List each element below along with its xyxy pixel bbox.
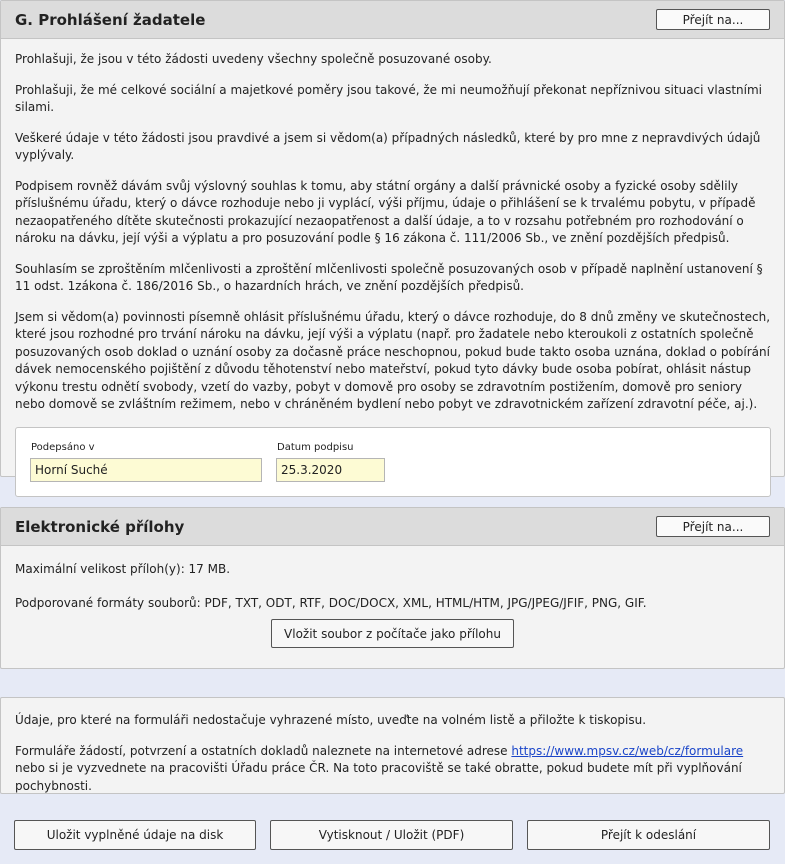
forms-link[interactable]: https://www.mpsv.cz/web/cz/formulare — [511, 743, 744, 758]
signature-date-label: Datum podpisu — [277, 441, 354, 453]
declaration-paragraph: Jsem si vědom(a) povinnosti písemně ohlásit příslušnému úřadu, který o dávce rozhoduje, do 8 dnů změny ve skutečnostech, které jsou rozhodné pro trvání nároku na dávku, její výši a výplatu (např. pro žadatele nebo kteroukoli z ostatních společně posuzovaných osob doklad o uznání osoby za dočasně práce neschopnou, pokud bude takto osoba uznána, doklad o pobírání dávek nemocenského pojištění z důvodu těhotenství nebo mateřství, pokud tyto dávky bude osoba pobírat, ohlásit nástup výkonu trestu odnětí svobody, vzetí do vazby, pobyt v domově pro osoby se zdravotním postižením, domově pro seniory nebo domově se zvláštním režimem, nebo v chráněném bydlení nebo pobyt ve zdravotnickém zařízení zdravotní péče, aj.). — [15, 309, 771, 411]
forms-info-after: nebo si je vyzvednete na pracovišti Úřadu práce ČR. Na toto pracoviště se také obratte, pokud budete mít při vyplňování pochybnosti. — [15, 761, 742, 793]
declaration-paragraph: Veškeré údaje v této žádosti jsou pravdivé a jsem si vědom(a) případných následků, které by pro mne z nepravdivých údajů vyplývaly. — [15, 130, 761, 162]
declaration-paragraph: Souhlasím se zproštěním mlčenlivosti a zproštění mlčenlivosti společně posuzovaných osob v případě naplnění ustanovení § 11 odst. 1zákona č. 186/2016 Sb., o hazardních hrách, ve znění pozdějších předpisů. — [15, 261, 763, 293]
print-pdf-button[interactable]: Vytisknout / Uložit (PDF) — [270, 820, 513, 850]
declaration-paragraph: Podpisem rovněž dávám svůj výslovný souhlas k tomu, aby státní orgány a další právnické osoby a fyzické osoby sdělily příslušnému úřadu, který o dávce rozhoduje nebo ji vyplácí, výši příjmu, údaje o přihlášení se k trvalému pobytu, v případě nezaopatřeného dítěte skutečnosti prokazující nezaopatřenost a další údaje, a to v rozsahu potřebném pro rozhodování o nároku na dávku, její výši a výplatu a pro posuzování podle § 16 zákona č. 111/2006 Sb., ve znění pozdějších předpisů. — [15, 178, 756, 245]
signature-box — [15, 427, 771, 497]
save-to-disk-button[interactable]: Uložit vyplněné údaje na disk — [14, 820, 256, 850]
signed-in-label: Podepsáno v — [31, 441, 95, 453]
declaration-title: G. Prohlášení žadatele — [15, 11, 206, 29]
info-body — [1, 698, 784, 820]
declaration-paragraph: Prohlašuji, že jsou v této žádosti uvedeny všechny společně posuzované osoby. — [15, 52, 492, 66]
upload-file-button[interactable]: Vložit soubor z počítače jako přílohu — [271, 619, 514, 648]
attachments-panel — [0, 507, 785, 669]
declaration-body — [1, 39, 784, 509]
declaration-header — [1, 1, 784, 39]
go-to-submit-button[interactable]: Přejít k odeslání — [527, 820, 770, 850]
info-text: Údaje, pro které na formuláři nedostačuje vyhrazené místo, uveďte na volném listě a přiložte k tiskopisu. — [15, 713, 647, 727]
signature-date-input[interactable] — [276, 458, 385, 482]
attachments-goto-button[interactable]: Přejít na... — [656, 516, 770, 537]
supported-formats-text: Podporované formáty souborů: PDF, TXT, ODT, RTF, DOC/DOCX, XML, HTML/HTM, JPG/JPEG/JFIF, PNG, GIF. — [15, 595, 647, 610]
declaration-goto-button[interactable]: Přejít na... — [656, 9, 770, 30]
forms-info-text — [15, 743, 770, 796]
max-size-text: Maximální velikost příloh(y): 17 MB. — [15, 562, 231, 576]
attachments-header — [1, 508, 784, 546]
forms-info-before: Formuláře žádostí, potvrzení a ostatních dokladů naleznete na internetové adrese — [15, 743, 512, 758]
signed-in-input[interactable] — [30, 458, 262, 482]
attachments-title: Elektronické přílohy — [15, 518, 185, 536]
declaration-paragraph: Prohlašuji, že mé celkové sociální a majetkové poměry jsou takové, že mi neumožňují překonat nepříznivou situaci vlastními silami. — [15, 82, 763, 114]
info-panel — [0, 697, 785, 794]
attachments-body — [1, 546, 784, 660]
